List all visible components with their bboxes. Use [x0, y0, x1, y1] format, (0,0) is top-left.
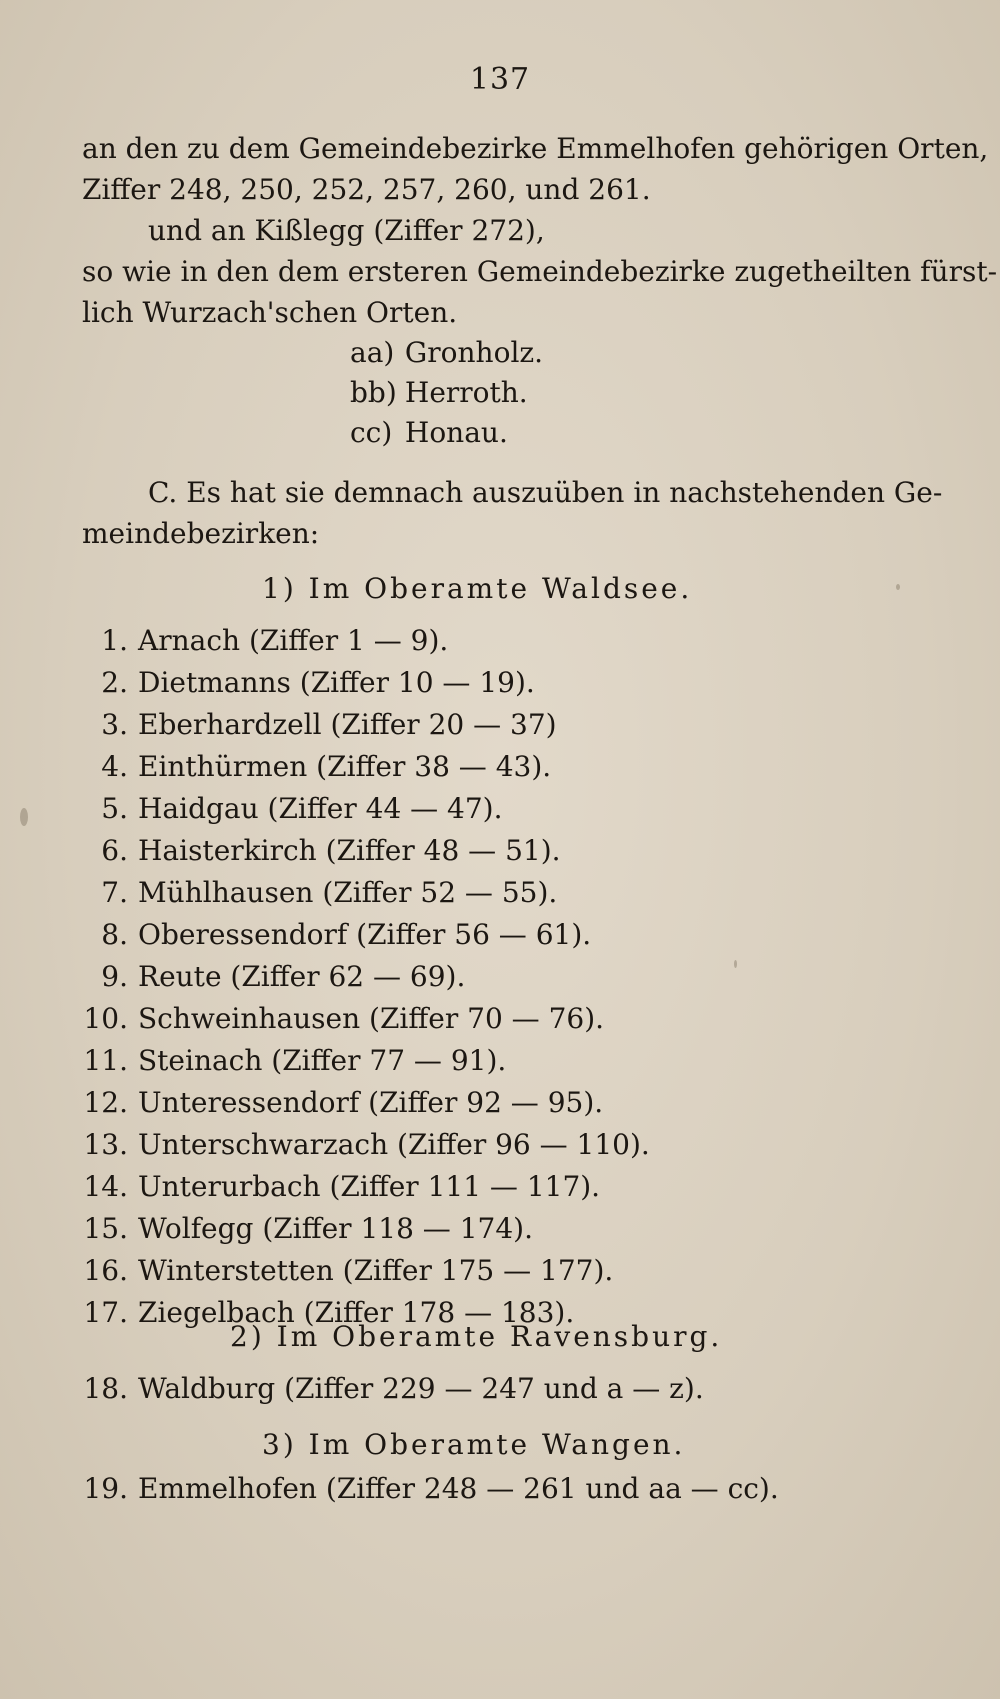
intro-line: lich Wurzach'schen Orten. [82, 296, 458, 329]
list-item-text: Steinach (Ziffer 77 — 91). [138, 1044, 507, 1077]
sub-item-label: Herroth. [404, 376, 528, 409]
list-item-text: Unterurbach (Ziffer 111 — 117). [138, 1170, 601, 1203]
section-c-line: meindebezirken: [82, 517, 320, 550]
list-item-text: Ziegelbach (Ziffer 178 — 183). [138, 1296, 575, 1329]
list-item [70, 1128, 650, 1161]
list-item [70, 918, 591, 951]
list-item [70, 750, 551, 783]
list-item-number: 2. [101, 666, 128, 699]
list-item [70, 1086, 603, 1119]
list-item-number: 6. [101, 834, 128, 867]
list-item-text: Unteressendorf (Ziffer 92 — 95). [138, 1086, 604, 1119]
list-item-number: 17. [83, 1296, 128, 1329]
sub-item [350, 336, 543, 369]
list-item-text: Dietmanns (Ziffer 10 — 19). [138, 666, 535, 699]
list-item-text: Reute (Ziffer 62 — 69). [138, 960, 466, 993]
list-item [70, 624, 448, 657]
section-heading: 3) Im Oberamte Wangen. [262, 1428, 686, 1461]
list-item-number: 8. [101, 918, 128, 951]
sub-item [350, 416, 508, 449]
intro-line [82, 132, 989, 165]
list-item [70, 876, 557, 909]
list-item [70, 1044, 506, 1077]
list-item [70, 1170, 600, 1203]
sub-item [350, 376, 528, 409]
list-item-number: 7. [101, 876, 128, 909]
paper-speck [896, 584, 900, 590]
sub-item-key: cc) [350, 416, 393, 449]
list-item [70, 1212, 533, 1245]
page-number: 137 [469, 62, 531, 97]
section-heading: 2) Im Oberamte Ravensburg. [230, 1320, 723, 1353]
sub-item-label: Gronholz. [404, 336, 544, 369]
list-item-number: 4. [101, 750, 128, 783]
paper-speck [734, 960, 737, 968]
list-item [70, 1472, 779, 1505]
list-item-text: Winterstetten (Ziffer 175 — 177). [138, 1254, 614, 1287]
list-item-text: Haidgau (Ziffer 44 — 47). [138, 792, 503, 825]
list-item [70, 1372, 704, 1405]
list-item-number: 14. [83, 1170, 128, 1203]
intro-line-text: an den zu dem Gemeindebezirke Emmelhofen gehörigen Orten, [82, 132, 989, 165]
list-item-text: Emmelhofen (Ziffer 248 — 261 und aa — cc). [138, 1472, 779, 1505]
list-item-text: Unterschwarzach (Ziffer 96 — 110). [138, 1128, 650, 1161]
list-item [70, 834, 561, 867]
list-item-number: 15. [83, 1212, 128, 1245]
list-item-number: 11. [83, 1044, 128, 1077]
list-item-text: Einthürmen (Ziffer 38 — 43). [138, 750, 552, 783]
list-item-text: Schweinhausen (Ziffer 70 — 76). [138, 1002, 605, 1035]
list-item-text: Mühlhausen (Ziffer 52 — 55). [138, 876, 558, 909]
list-item [70, 1254, 613, 1287]
list-item [70, 792, 503, 825]
sub-item-label: Honau. [404, 416, 508, 449]
list-item-text: Eberhardzell (Ziffer 20 — 37) [138, 708, 557, 741]
intro-line: so wie in den dem ersteren Gemeindebezirke zugetheilten fürst- [82, 255, 998, 288]
list-item-text: Wolfegg (Ziffer 118 — 174). [138, 1212, 533, 1245]
paper-speck [20, 808, 28, 826]
list-item-text: Arnach (Ziffer 1 — 9). [138, 624, 449, 657]
list-item-number: 9. [101, 960, 128, 993]
list-item-number: 1. [101, 624, 128, 657]
list-item-number: 13. [83, 1128, 128, 1161]
section-heading: 1) Im Oberamte Waldsee. [262, 572, 693, 605]
list-item-number: 3. [101, 708, 128, 741]
sub-item-key: bb) [350, 376, 397, 409]
list-item-number: 10. [83, 1002, 128, 1035]
list-item-number: 12. [83, 1086, 128, 1119]
list-item-text: Waldburg (Ziffer 229 — 247 und a — z). [138, 1372, 704, 1405]
list-item [70, 1002, 604, 1035]
intro-line: Ziffer 248, 250, 252, 257, 260, und 261. [82, 173, 651, 206]
list-item-text: Oberessendorf (Ziffer 56 — 61). [138, 918, 592, 951]
sub-item-key: aa) [350, 336, 395, 369]
list-item-number: 5. [101, 792, 128, 825]
list-item [70, 708, 557, 741]
section-c-line: C. Es hat sie demnach auszuüben in nachstehenden Ge- [148, 476, 943, 509]
list-item-number: 19. [83, 1472, 128, 1505]
list-item-number: 16. [83, 1254, 128, 1287]
list-item [70, 666, 535, 699]
list-item-text: Haisterkirch (Ziffer 48 — 51). [138, 834, 561, 867]
intro-line: und an Kißlegg (Ziffer 272), [148, 214, 545, 247]
list-item [70, 960, 465, 993]
list-item-number: 18. [83, 1372, 128, 1405]
